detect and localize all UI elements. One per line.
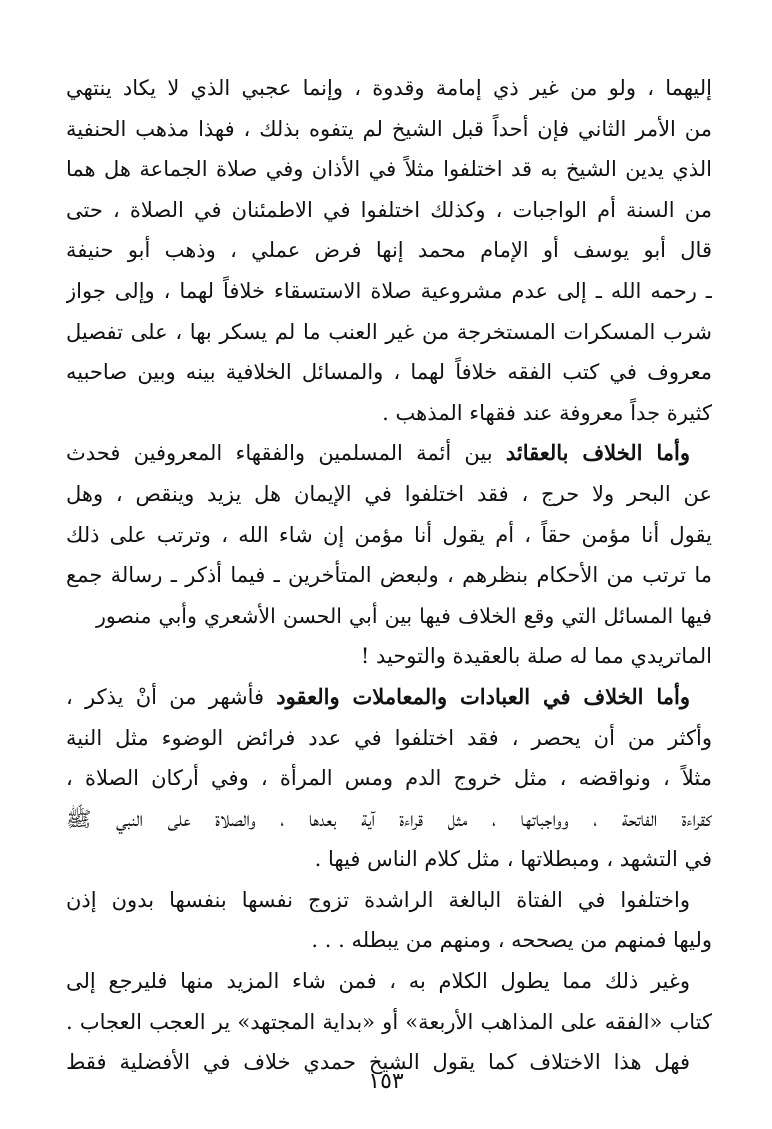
text-line	[66, 393, 712, 434]
text-line	[66, 68, 712, 109]
text-line	[66, 271, 712, 312]
line-text: في التشهد ، ومبطلاتها ، مثل كلام الناس فيها .	[314, 847, 712, 872]
text-line	[66, 190, 712, 231]
line-text: إليهما ، ولو من غير ذي إمامة وقدوة ، وإنما عجبي الذي لا يكاد ينتهي	[66, 76, 712, 100]
text-line	[66, 109, 712, 150]
text-line	[66, 230, 712, 271]
text-line	[66, 352, 712, 393]
text-line	[66, 596, 712, 637]
text-line	[66, 677, 712, 718]
line-text: عن البحر ولا حرج ، فقد اختلفوا في الإيمان هل يزيد وينقص ، وهل	[66, 481, 712, 506]
line-text: كقراءة الفاتحة ، وواجباتها ، مثل قراءة آية بعدها ، والصلاة على النبي ﷺ	[66, 806, 712, 831]
bold-heading-phrase: وأما الخلاف في العبادات والمعاملات والعقود	[276, 683, 690, 709]
text-line	[66, 433, 712, 474]
line-text: من الأمر الثاني فإن أحداً قبل الشيخ لم يتفوه بذلك ، فهذا مذهب الحنفية	[66, 116, 712, 141]
body-text	[66, 68, 712, 1083]
line-text: ـ رحمه الله ـ إلى عدم مشروعية صلاة الاستسقاء خلافاً لهما ، وإلى جواز	[66, 278, 712, 303]
line-text: فهل هذا الاختلاف كما يقول الشيخ حمدي خلاف في الأفضلية فقط	[66, 1050, 690, 1075]
line-text: وليها فمنهم من يصححه ، ومنهم من يبطله . . .	[311, 928, 712, 953]
text-line	[66, 636, 712, 677]
line-text: واختلفوا في الفتاة البالغة الراشدة تزوج نفسها بنفسها بدون إذن	[66, 887, 690, 912]
text-line	[66, 555, 712, 596]
text-line	[66, 758, 712, 799]
text-line	[66, 149, 712, 190]
line-text: وغير ذلك مما يطول الكلام به ، فمن شاء المزيد منها فليرجع إلى	[66, 969, 690, 994]
line-text: قال أبو يوسف أو الإمام محمد إنها فرض عملي ، وذهب أبو حنيفة	[66, 238, 712, 263]
line-text: فيها المسائل التي وقع الخلاف فيها بين أبي الحسن الأشعري وأبي منصور	[96, 603, 712, 628]
line-text: وأكثر من أن يحصر ، فقد اختلفوا في عدد فرائض الوضوء مثل النية	[66, 725, 712, 750]
text-line	[66, 839, 712, 880]
text-line	[66, 474, 712, 515]
line-text: بين أئمة المسلمين والفقهاء المعروفين فحدث	[66, 441, 506, 466]
text-line	[66, 515, 712, 556]
page-number: ١٥٣	[368, 1069, 404, 1094]
line-text: من السنة أم الواجبات ، وكذلك اختلفوا في الاطمئنان في الصلاة ، حتى	[66, 197, 712, 222]
text-line	[66, 799, 712, 840]
text-line	[66, 880, 712, 921]
line-text: يقول أنا مؤمن حقاً ، أم يقول أنا مؤمن إن شاء الله ، وترتب على ذلك	[66, 522, 712, 547]
line-text: كثيرة جداً معروفة عند فقهاء المذهب .	[382, 400, 712, 425]
line-text: الماتريدي مما له صلة بالعقيدة والتوحيد !	[360, 644, 712, 669]
line-text: معروف في كتب الفقه خلافاً لهما ، والمسائل الخلافية بينه وبين صاحبيه	[66, 360, 712, 385]
text-line	[66, 718, 712, 759]
line-text: مثلاً ، ونواقضه ، مثل خروج الدم ومس المرأة ، وفي أركان الصلاة ،	[66, 766, 712, 791]
text-line	[66, 312, 712, 353]
text-line	[66, 920, 712, 961]
line-text: الذي يدين الشيخ به قد اختلفوا مثلاً في الأذان وفي صلاة الجماعة هل هما	[66, 157, 712, 182]
line-text: كتاب «الفقه على المذاهب الأربعة» أو «بداية المجتهد» ير العجب العجاب .	[66, 1009, 712, 1034]
text-line	[66, 961, 712, 1002]
text-line	[66, 1002, 712, 1043]
line-text: ما ترتب من الأحكام بنظرهم ، ولبعض المتأخرين ـ فيما أذكر ـ رسالة جمع	[66, 563, 712, 588]
line-text: شرب المسكرات المستخرجة من غير العنب ما لم يسكر بها ، على تفصيل	[66, 319, 712, 344]
line-text: فأشهر من أنْ يذكر ،	[66, 684, 277, 709]
bold-heading-phrase: وأما الخلاف بالعقائد	[505, 440, 690, 466]
